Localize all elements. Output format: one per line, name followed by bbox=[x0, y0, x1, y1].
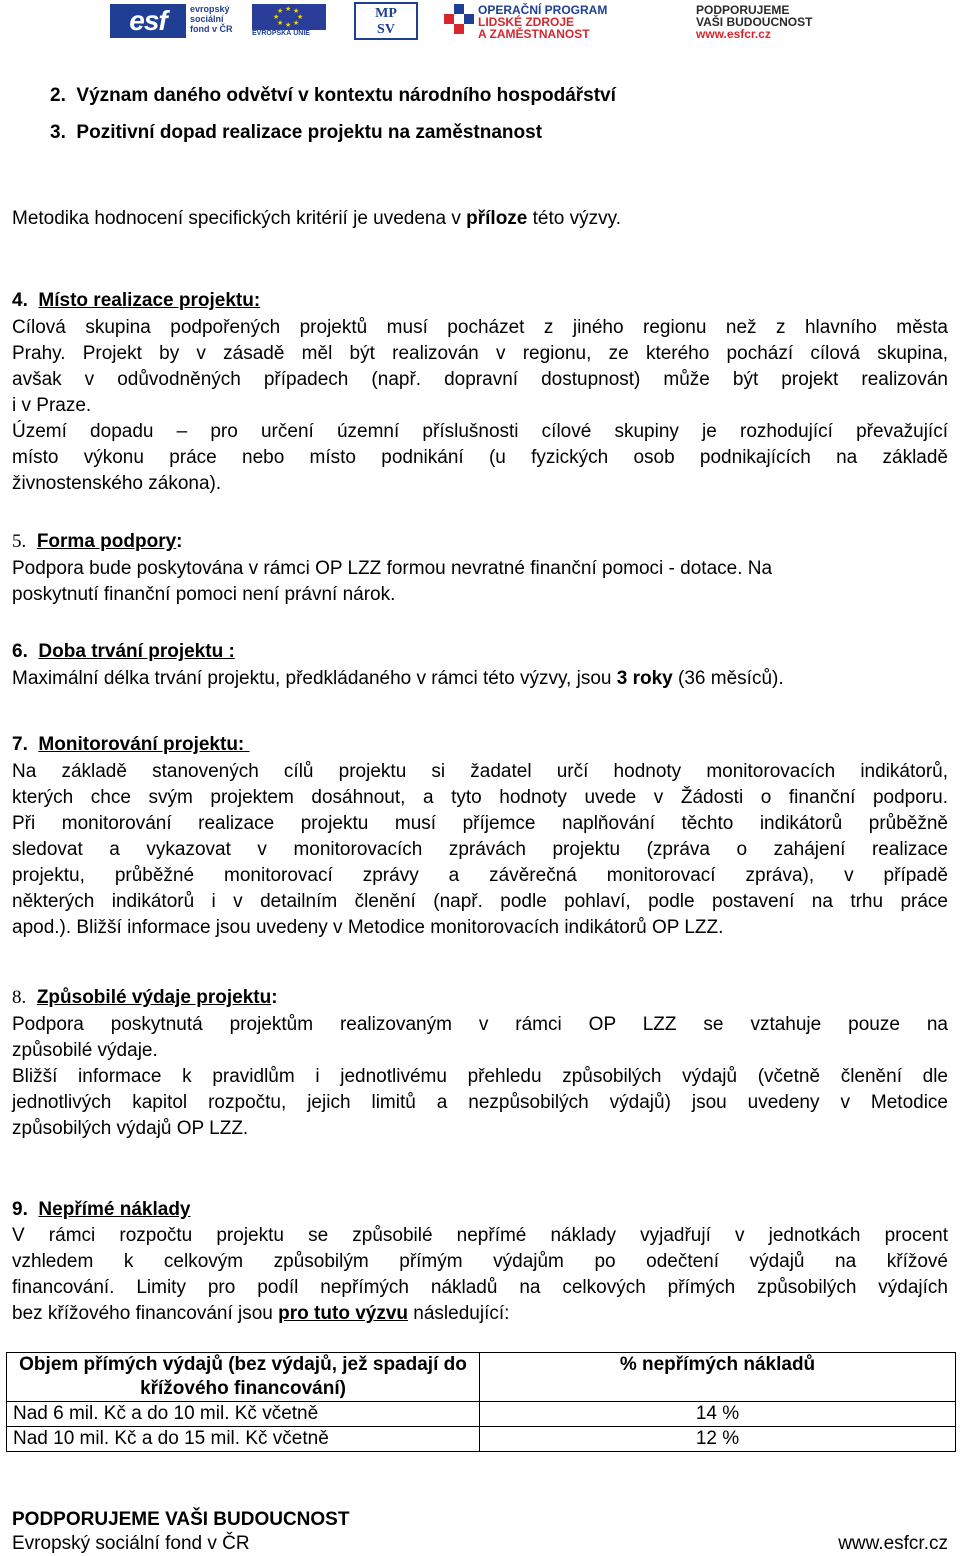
section-8-line: způsobilé výdaje. bbox=[12, 1040, 158, 1061]
section-4-line: živnostenského zákona). bbox=[12, 473, 222, 494]
table-header-cell: Objem přímých výdajů (bez výdajů, jež spadají do křížového financování) bbox=[7, 1353, 480, 1402]
oplzz-caption: OPERAČNÍ PROGRAM LIDSKÉ ZDROJE A ZAMĚSTNANOST bbox=[478, 3, 608, 41]
mpsv-logo: MP SV bbox=[354, 2, 418, 40]
pro-tuto-vyzvu-emphasis: pro tuto výzvu bbox=[278, 1303, 409, 1324]
footer-title: PODPORUJEME VAŠI BUDOUCNOST bbox=[12, 1509, 350, 1530]
indirect-costs-table bbox=[6, 1352, 956, 1452]
section-4-line: Prahy. Projekt by v zásadě měl být realizován v regionu, ze kterého pochází cílová skupina, bbox=[12, 343, 948, 364]
section-9-line: financování. Limity pro podíl nepřímých nákladů na celkových přímých způsobilých výdajích bbox=[12, 1277, 948, 1298]
header-logo-strip bbox=[0, 0, 960, 44]
section-4-line: místo výkonu práce nebo místo podnikání (u fyzických osob podnikajících na základě bbox=[12, 447, 948, 468]
section-7-line: Na základě stanovených cílů projektu si žadatel určí hodnoty monitorovacích indikátorů, bbox=[12, 761, 948, 782]
table-row bbox=[7, 1427, 956, 1452]
section-8-heading: 8. Způsobilé výdaje projektu: bbox=[12, 987, 278, 1008]
list-item-3: 3. Pozitivní dopad realizace projektu na zaměstnanost bbox=[50, 122, 543, 143]
table-cell: 14 % bbox=[480, 1402, 956, 1427]
table-row bbox=[7, 1402, 956, 1427]
section-7-line: sledovat a vykazovat v monitorovacích zprávách projektu (zpráva o zahájení realizace bbox=[12, 839, 948, 860]
section-7-line: projektu, průběžné monitorovací zprávy a závěrečná monitorovací zpráva), v případě bbox=[12, 865, 948, 886]
section-7-line: Při monitorování realizace projektu musí příjemce naplňování těchto indikátorů průběžně bbox=[12, 813, 948, 834]
section-7-line: apod.). Bližší informace jsou uvedeny v Metodice monitorovacích indikátorů OP LZZ. bbox=[12, 917, 724, 938]
section-4-line: Území dopadu – pro určení územní příslušnosti cílové skupiny je rozhodující převažující bbox=[12, 421, 948, 442]
section-4-line: Cílová skupina podpořených projektů musí pocházet z jiného regionu než z hlavního města bbox=[12, 317, 948, 338]
list-item-2: 2. Význam daného odvětví v kontextu národního hospodářství bbox=[50, 85, 616, 106]
footer bbox=[12, 1508, 349, 1556]
section-6-line: Maximální délka trvání projektu, předkládaného v rámci této výzvy, jsou 3 roky (36 měsíců). bbox=[12, 668, 784, 689]
eu-flag-icon: ★ ★ ★ ★ ★ ★ ★ ★ bbox=[252, 4, 326, 30]
eu-caption: EVROPSKÁ UNIE bbox=[252, 30, 310, 37]
footer-url: www.esfcr.cz bbox=[838, 1533, 948, 1554]
esf-logo: esf bbox=[110, 4, 186, 38]
section-9-line: bez křížového financování jsou pro tuto výzvu následující: bbox=[12, 1303, 510, 1324]
footer-subtitle: Evropský sociální fond v ČR bbox=[12, 1533, 250, 1554]
section-5-heading: 5. Forma podpory: bbox=[12, 531, 183, 552]
section-9-line: V rámci rozpočtu projektu se způsobilé nepřímé náklady vyjadřují v jednotkách procent bbox=[12, 1225, 948, 1246]
section-8-line: způsobilých výdajů OP LZZ. bbox=[12, 1118, 249, 1139]
section-8-line: Podpora poskytnutá projektům realizovaným v rámci OP LZZ se vztahuje pouze na bbox=[12, 1014, 948, 1035]
section-7-heading: 7. Monitorování projektu: bbox=[12, 734, 250, 755]
table-cell: 12 % bbox=[480, 1427, 956, 1452]
table-cell: Nad 10 mil. Kč a do 15 mil. Kč včetně bbox=[7, 1427, 480, 1452]
section-5-line: Podpora bude poskytována v rámci OP LZZ formou nevratné finanční pomoci - dotace. Na bbox=[12, 558, 773, 579]
section-8-line: Bližší informace k pravidlům i jednotlivému přehledu způsobilých výdajů (včetně členění dle bbox=[12, 1066, 948, 1087]
table-cell: Nad 6 mil. Kč a do 10 mil. Kč včetně bbox=[7, 1402, 480, 1427]
esf-caption: evropský sociální fond v ČR bbox=[190, 4, 233, 34]
metodika-note: Metodika hodnocení specifických kritérií je uvedena v příloze této výzvy. bbox=[12, 208, 621, 229]
section-6-heading: 6. Doba trvání projektu : bbox=[12, 641, 235, 662]
section-9-line: vzhledem k celkovým způsobilým přímým výdajům po odečtení výdajů na křížové bbox=[12, 1251, 948, 1272]
support-caption: PODPORUJEME VAŠI BUDOUCNOST www.esfcr.cz bbox=[696, 3, 813, 41]
section-7-line: některých indikátorů i v detailním členění (např. podle pohlaví, podle postavení na trhu práce bbox=[12, 891, 948, 912]
section-4-line: i v Praze. bbox=[12, 395, 92, 416]
section-9-heading: 9. Nepřímé náklady bbox=[12, 1199, 191, 1220]
section-4-line: avšak v odůvodněných případech (např. dopravní dostupnost) může být projekt realizován bbox=[12, 369, 948, 390]
section-7-line: kterých chce svým projektem dosáhnout, a tyto hodnoty uvede v Žádosti o finanční podporu. bbox=[12, 787, 948, 808]
oplzz-logo-icon bbox=[444, 4, 474, 34]
section-5-line: poskytnutí finanční pomoci není právní nárok. bbox=[12, 584, 396, 605]
section-8-line: jednotlivých kapitol rozpočtu, jejich limitů a nezpůsobilých výdajů) jsou uvedeny v Metodice bbox=[12, 1092, 948, 1113]
section-4-heading: 4. Místo realizace projektu: bbox=[12, 290, 261, 311]
table-header-row bbox=[7, 1353, 956, 1402]
table-header-cell: % nepřímých nákladů bbox=[480, 1353, 956, 1402]
